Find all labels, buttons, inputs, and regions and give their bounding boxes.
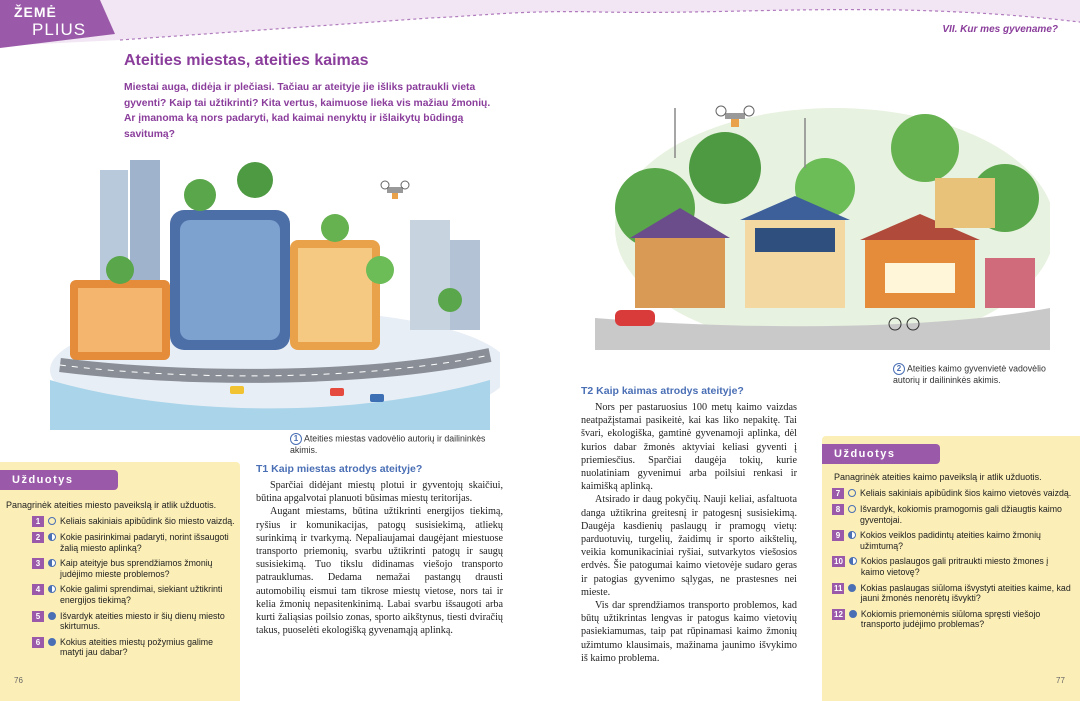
t2-paragraph: Vis dar sprendžiamos transporto problemos, kad būtų užtikrintas lengvas ir patogus kaimo vietovių pasiekiamumas, taip pat rūpinamasi kaimo žmonių užimtumo klausimais, mažinama jaunimo išvykimo iš kaimo problema.	[581, 600, 797, 664]
difficulty-level-icon	[48, 612, 56, 620]
t2-paragraph: Nors per pastaruosius 100 metų kaimo vaizdas neatpažįstamai pasikeitė, kai kas liko nepakitę. Tai švari, ekologiška, gamtinė gyvenamoji aplinka, dėl kurios dabar žmonės aktyviai keliasi gyventi į priemiesčius. Sparčiai daugėja tokių, kurie nuolatiniam gyvenimui arba poilsiui renkasi ir kaimišką aplinką.	[581, 402, 797, 493]
chapter-title: VII. Kur mes gyvename?	[942, 24, 1058, 35]
t2-paragraph: Atsirado ir daug pokyčių. Nauji keliai, asfaltuota danga užtikrina greitesnį ir patogesnį susisiekimą. Daugėja kasdienių paslaugų ir pramogų vietų: parduotuvių, turgelių, žaidimų ir sporto aikštelių, veikia komunikaciniai ryšiai, sutvarkytos viešosios erdvės. Šie patogumai kaimo vietovėje sudaro geras ir patogias gyvenimo sąlygas, ne prastesnes nei mieste.	[581, 494, 797, 598]
task-item	[32, 516, 236, 527]
page-number-left: 76	[14, 676, 23, 685]
t2-heading: T2 Kaip kaimas atrodys ateityje?	[581, 385, 744, 397]
future-city-illustration	[30, 150, 500, 430]
difficulty-level-icon	[48, 517, 56, 525]
tasks-panel-right	[822, 436, 1080, 701]
task-item	[832, 556, 1072, 577]
task-number: 10	[834, 557, 843, 567]
difficulty-level-icon	[848, 489, 856, 497]
task-text: Kokius ateities miestų požymius galime matyti jau dabar?	[60, 636, 214, 658]
task-number: 4	[32, 584, 44, 595]
task-number: 6	[32, 637, 44, 648]
task-item	[832, 488, 1072, 499]
task-text: Išvardyk ateities miesto ir šių dienų miesto skirtumus.	[60, 610, 225, 632]
task-number: 7	[832, 488, 844, 499]
tasks-list-left	[32, 516, 236, 663]
task-text: Keliais sakiniais apibūdink šios kaimo vietovės vaizdą.	[860, 488, 1072, 498]
task-number: 1	[32, 516, 44, 527]
task-text: Kokie pasirinkimai padaryti, norint išsaugoti žalią miesto aplinką?	[60, 532, 229, 553]
difficulty-level-icon	[48, 533, 56, 541]
difficulty-level-icon	[848, 505, 856, 513]
task-text: Keliais sakiniais apibūdink šio miesto vaizdą.	[60, 516, 235, 526]
lead-paragraph: Miestai auga, didėja ir plečiasi. Tačiau ar ateityje jie išliks patraukli vieta gyventi? Kaip tai užtikrinti? Kita vertus, kaimuose lieka vis mažiau žmonių. Ar įmanoma ką nors padaryti, kad kaimai nenyktų ir išlaikytų būdingą savitumą?	[124, 82, 491, 140]
tasks-intro-left: Panagrinėk ateities miesto paveikslą ir atlik užduotis.	[6, 500, 217, 510]
task-number: 2	[32, 532, 44, 543]
t1-paragraph: Augant miestams, būtina užtikrinti energijos tiekimą, ryšius ir komunikacijas, patogų susisiekimą, atliekų surinkimą ir tvarkymą. Nepaliaujamai daugėjant miestuose transporto priemonių, svarbu užtikrinti patogų ir saugų susisiekimą. Tuo tikslu didinamas viešojo transporto patrauklumas. Dedama nemažai pastangų drausti automobilių eismui tam tikrose miestų vietose, nors tai ir kelia žmonių nepasitenkinimą. Labai svarbu išsaugoti arba kurti žaliąsias poilsio zonas, sporto aikštynus, tiesti dviračių takus, puoselėti ekologišką gyvenamąją aplinką.	[256, 506, 503, 637]
task-item	[32, 584, 236, 605]
task-item	[832, 504, 1072, 525]
figure-2-caption-text: Ateities kaimo gyvenvietė vadovėlio autorių ir dailininkės akimis.	[893, 363, 1046, 385]
page-title: Ateities miestas, ateities kaimas	[124, 52, 369, 69]
task-text: Kokias paslaugas siūloma išvystyti ateities kaime, kad jauni žmonės nenorėtų išvykti?	[860, 582, 1071, 604]
task-text: Kokie galimi sprendimai, siekiant užtikrinti energijos tiekimą?	[60, 584, 223, 605]
figure-1-caption-text: Ateities miestas vadovėlio autorių ir dailininkės akimis.	[290, 433, 486, 455]
figure-1-number: 1	[290, 433, 302, 445]
task-number: 5	[32, 611, 44, 622]
task-text: Kokiomis priemonėmis siūloma spręsti viešojo transporto judėjimo problemas?	[860, 608, 1041, 630]
difficulty-level-icon	[849, 610, 857, 618]
task-item	[32, 532, 236, 553]
difficulty-level-icon	[848, 531, 856, 539]
brand-name-line1: ŽEMĖ	[14, 4, 57, 20]
task-number: 9	[832, 530, 844, 541]
task-number: 12	[834, 609, 843, 619]
difficulty-level-icon	[848, 584, 856, 592]
task-text: Kokios veiklos padidintų ateities kaimo žmonių užimtumą?	[860, 530, 1041, 551]
task-item	[832, 583, 1072, 604]
tasks-tab-right: Užduotys	[822, 444, 940, 464]
task-text: Išvardyk, kokiomis pramogomis gali džiaugtis kaimo gyventojai.	[860, 504, 1062, 525]
figure-2-caption	[893, 363, 1068, 386]
t1-body	[256, 479, 503, 637]
task-number: 3	[32, 558, 44, 569]
task-item	[32, 611, 236, 632]
t1-heading: T1 Kaip miestas atrodys ateityje?	[256, 463, 423, 475]
tasks-list-right	[832, 488, 1072, 635]
tasks-panel-left	[0, 462, 240, 701]
task-item	[832, 609, 1072, 630]
future-village-illustration	[595, 88, 1050, 350]
t1-paragraph: Sparčiai didėjant miestų plotui ir gyventojų skaičiui, būtina apgalvotai planuoti būsimas miestų teritorijas.	[256, 480, 503, 505]
difficulty-level-icon	[48, 559, 56, 567]
task-number: 8	[832, 504, 844, 515]
figure-1-caption	[290, 433, 510, 456]
difficulty-level-icon	[849, 557, 857, 565]
task-number: 11	[834, 583, 843, 593]
t2-body	[581, 401, 797, 665]
difficulty-level-icon	[48, 585, 56, 593]
task-item	[832, 530, 1072, 551]
task-item	[32, 558, 236, 579]
figure-2-number: 2	[893, 363, 905, 375]
difficulty-level-icon	[48, 638, 56, 646]
task-text: Kokios paslaugos gali pritraukti miesto žmones į kaimo vietovę?	[860, 556, 1049, 577]
tasks-tab-left: Užduotys	[0, 470, 118, 490]
page-number-right: 77	[1056, 676, 1065, 685]
task-item	[32, 637, 236, 658]
task-text: Kaip ateityje bus sprendžiamos žmonių judėjimo mieste problemos?	[60, 558, 213, 579]
tasks-intro-right: Panagrinėk ateities kaimo paveikslą ir atlik užduotis.	[834, 472, 1042, 482]
brand-name-line2: PLIUS	[32, 20, 87, 39]
